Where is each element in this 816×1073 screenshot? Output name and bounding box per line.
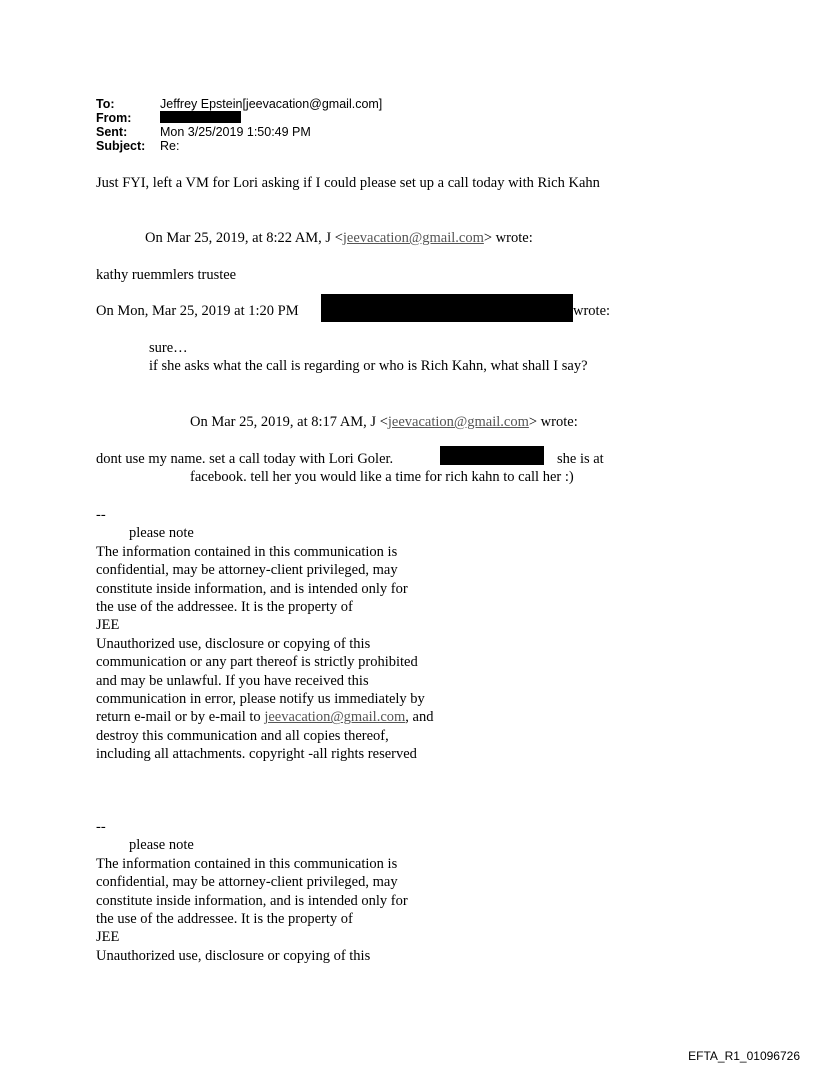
reply-line-sure: sure… [149, 340, 188, 356]
quote-header-817-suffix: > wrote: [528, 414, 578, 430]
quote-header-120-prefix: On Mon, Mar 25, 2019 at 1:20 PM [96, 303, 299, 319]
disclaimer-line: constitute inside information, and is intended only for [96, 580, 408, 597]
message-line-2: facebook. tell her you would like a time for rich kahn to call her :) [190, 469, 574, 485]
disclaimer-line: communication or any part thereof is strictly prohibited [96, 654, 418, 671]
sent-label: Sent: [96, 125, 128, 139]
body-line-fyi: Just FYI, left a VM for Lori asking if I could please set up a call today with Rich Kahn [96, 175, 600, 191]
disclaimer-email-suffix: , and [405, 709, 434, 726]
disclaimer-line: confidential, may be attorney-client privileged, may [96, 562, 398, 579]
to-value: Jeffrey Epstein[jeevacation@gmail.com] [160, 97, 383, 111]
disclaimer-2 [96, 818, 408, 965]
disclaimer-line: constitute inside information, and is intended only for [96, 892, 408, 909]
message-line-1a: dont use my name. set a call today with Lori Goler. [96, 451, 394, 467]
disclaimer-email-prefix: return e-mail or by e-mail to [96, 709, 265, 726]
quote-header-120-suffix: wrote: [573, 303, 611, 319]
to-label: To: [96, 97, 115, 111]
disclaimer-title: please note [129, 837, 194, 854]
from-label: From: [96, 111, 132, 125]
quote-header-817-prefix: On Mar 25, 2019, at 8:17 AM, J < [190, 414, 388, 430]
disclaimer-separator: -- [96, 819, 106, 835]
disclaimer-line: and may be unlawful. If you have received this [96, 672, 369, 689]
disclaimer-line: Unauthorized use, disclosure or copying of this [96, 635, 371, 652]
disclaimer-line: confidential, may be attorney-client privileged, may [96, 874, 398, 891]
message-line-1b: she is at [557, 451, 604, 467]
disclaimer-line: destroy this communication and all copies thereof, [96, 727, 389, 744]
document-id: EFTA_R1_01096726 [688, 1049, 800, 1063]
disclaimer-email-link[interactable]: jeevacation@gmail.com [264, 709, 406, 726]
quote-header-822 [145, 230, 533, 247]
quote-header-822-suffix: > wrote: [483, 230, 533, 246]
disclaimer-line: The information contained in this communication is [96, 543, 398, 560]
header-to-row [96, 97, 616, 111]
disclaimer-separator: -- [96, 507, 106, 523]
quote-header-817 [190, 414, 578, 431]
quote-header-817-email-link[interactable]: jeevacation@gmail.com [387, 414, 529, 430]
subject-value: Re: [160, 139, 180, 153]
quote-header-822-prefix: On Mar 25, 2019, at 8:22 AM, J < [145, 230, 343, 246]
header-sent-row [96, 125, 616, 139]
disclaimer-line: including all attachments. copyright -all rights reserved [96, 746, 417, 763]
reply-line-question: if she asks what the call is regarding or who is Rich Kahn, what shall I say? [149, 358, 588, 374]
redaction-sender [321, 294, 573, 322]
sent-value: Mon 3/25/2019 1:50:49 PM [160, 125, 311, 139]
body-line-trustee: kathy ruemmlers trustee [96, 267, 237, 283]
disclaimer-line: the use of the addressee. It is the property of [96, 911, 353, 928]
disclaimer-email-line [96, 708, 433, 726]
disclaimer-line: communication in error, please notify us immediately by [96, 691, 425, 708]
disclaimer-1 [96, 506, 433, 764]
quote-header-822-email-link[interactable]: jeevacation@gmail.com [342, 230, 484, 246]
subject-label: Subject: [96, 139, 146, 153]
disclaimer-line: JEE [96, 617, 120, 634]
disclaimer-line: JEE [96, 929, 120, 946]
disclaimer-line: the use of the addressee. It is the property of [96, 599, 353, 616]
header-subject-row [96, 139, 616, 153]
email-header [96, 97, 616, 153]
disclaimer-line: The information contained in this communication is [96, 855, 398, 872]
redaction-from [160, 111, 241, 123]
redaction-contact [440, 446, 544, 465]
disclaimer-line: Unauthorized use, disclosure or copying of this [96, 947, 371, 964]
disclaimer-title: please note [129, 525, 194, 542]
